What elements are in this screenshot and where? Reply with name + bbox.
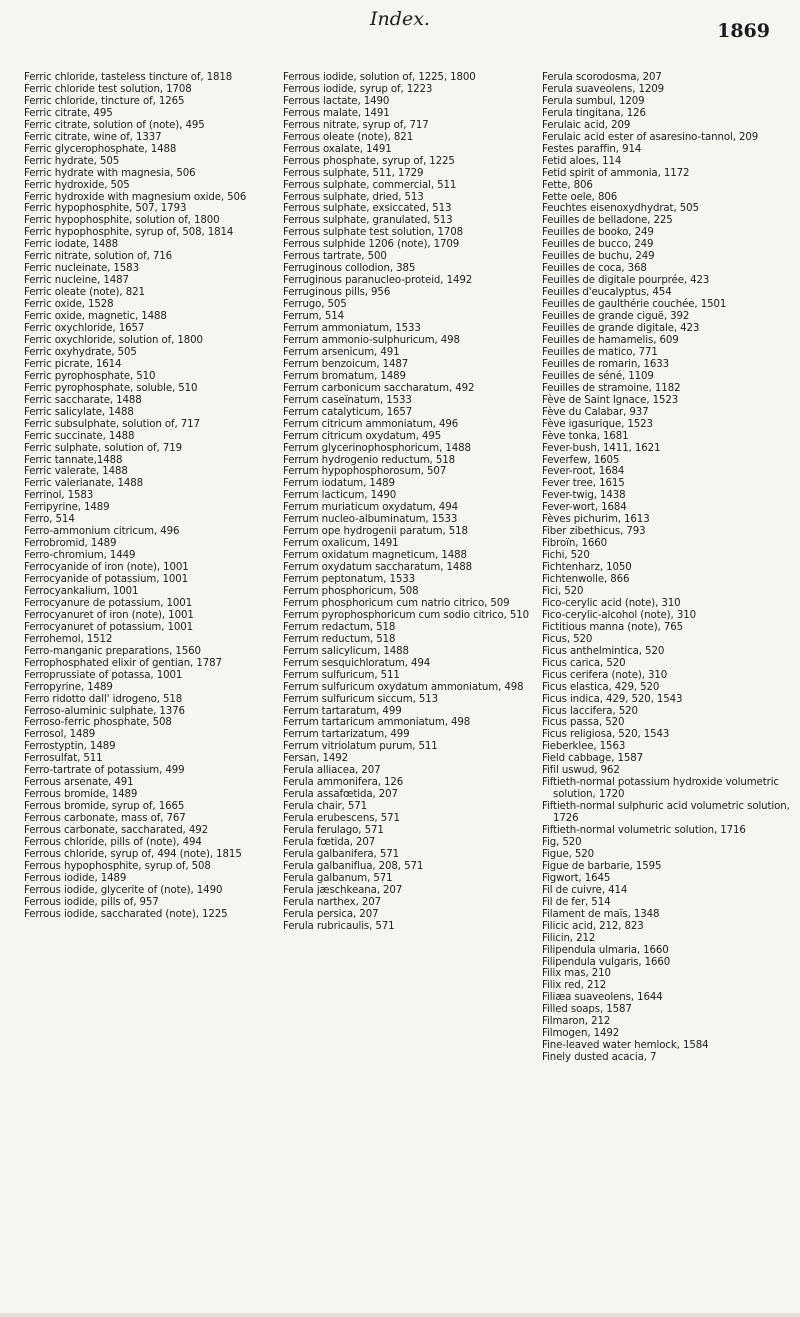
index-entry: Ferric salicylate, 1488 [24, 406, 134, 418]
index-entry: Ferula narthex, 207 [283, 896, 382, 908]
index-entry: Fine-leaved water hemlock, 1584 [542, 1040, 709, 1052]
index-entry: Ferrum hydrogenio reductum, 518 [283, 454, 455, 466]
index-entry: Ferrum carbonicum saccharatum, 492 [283, 382, 475, 394]
index-entry: Ferula persica, 207 [283, 908, 379, 920]
index-entry: Fève igasurique, 1523 [542, 418, 653, 430]
index-entry: Ficus, 520 [542, 633, 593, 645]
index-entry: Ficus passa, 520 [542, 717, 625, 729]
index-entry: Ferrous chloride, syrup of, 494 (note), 1815 [24, 848, 242, 860]
index-entry: Ferula erubescens, 571 [283, 813, 400, 825]
index-entry: Fiftieth-normal potassium hydroxide volumetric solution, 1720 [542, 777, 779, 801]
index-entry: Fever-root, 1684 [542, 466, 625, 478]
index-entry: Ferrous iodide, solution of, 1225, 1800 [283, 72, 476, 83]
index-entry: Ferric sulphate, solution of, 719 [24, 442, 182, 454]
index-entry: Ferrous sulphide 1206 (note), 1709 [283, 239, 460, 251]
index-entry: Fever-wort, 1684 [542, 502, 627, 514]
index-entry: Fici, 520 [542, 585, 584, 597]
index-entry: Ferrum phosphoricum, 508 [283, 585, 419, 597]
index-entry: Ferrocyanide of potassium, 1001 [24, 574, 189, 586]
index-entry: Ferrous phosphate, syrup of, 1225 [283, 155, 455, 167]
index-entry: Ferula ammonifera, 126 [283, 777, 404, 789]
index-entry: Finely dusted acacia, 7 [542, 1052, 657, 1064]
index-entry: Ferula alliacea, 207 [283, 765, 381, 777]
index-column-3 [542, 72, 797, 1064]
index-entry: Ferrous bromide, 1489 [24, 789, 138, 801]
index-entry: Ferro-tartrate of potassium, 499 [24, 765, 185, 777]
index-entry: Ferrous iodide, pills of, 957 [24, 896, 159, 908]
index-entry: Ferric valerianate, 1488 [24, 478, 144, 490]
index-entry: Festes paraffin, 914 [542, 143, 642, 155]
index-entry: Ferro-ammonium citricum, 496 [24, 526, 180, 538]
index-entry: Ferrum oxydatum saccharatum, 1488 [283, 562, 473, 574]
index-entry: Fever tree, 1615 [542, 478, 625, 490]
index-entry: Fever-twig, 1438 [542, 490, 626, 502]
index-entry: Fetid spirit of ammonia, 1172 [542, 167, 690, 179]
index-entry: Ferrous lactate, 1490 [283, 95, 390, 107]
index-entry: Ferrum phosphoricum cum natrio citrico, 509 [283, 597, 510, 609]
index-entry: Ferric hydrate with magnesia, 506 [24, 167, 196, 179]
index-entry: Ferrum pyrophosphoricum cum sodio citrico, 510 [283, 609, 530, 621]
index-entry: Figwort, 1645 [542, 872, 611, 884]
index-entry: Filix red, 212 [542, 980, 607, 992]
index-entry: Ferrum citricum oxydatum, 495 [283, 430, 442, 442]
index-entry: Ferula galbanum, 571 [283, 872, 393, 884]
index-entry: Ferroso-ferric phosphate, 508 [24, 717, 172, 729]
index-entry: Ferrum bromatum, 1489 [283, 370, 406, 382]
index-entry: Ferric chloride, tincture of, 1265 [24, 95, 185, 107]
index-entry: Ferrum citricum ammoniatum, 496 [283, 418, 459, 430]
index-entry: Ferrugo, 505 [283, 299, 347, 311]
index-entry: Ferrum, 514 [283, 311, 344, 323]
index-entry: Ferropyrine, 1489 [24, 681, 113, 693]
index-entry: Ferric nucleinate, 1583 [24, 263, 139, 275]
index-entry: Figue de barbarie, 1595 [542, 860, 662, 872]
index-entry: Ferrous sulphate, granulated, 513 [283, 215, 453, 227]
index-entry: Ferrocyankalium, 1001 [24, 585, 139, 597]
index-entry: Fette, 806 [542, 179, 593, 191]
index-entry: Ferrous sulphate, 511, 1729 [283, 167, 424, 179]
index-entry: Fibroïn, 1660 [542, 538, 608, 550]
index-entry: Ferric pyrophosphate, soluble, 510 [24, 382, 198, 394]
index-entry: Fever-bush, 1411, 1621 [542, 442, 661, 454]
index-entry: Fetid aloes, 114 [542, 155, 622, 167]
index-entry: Ferrous iodide, 1489 [24, 872, 127, 884]
index-entry: Feuilles de coca, 368 [542, 263, 647, 275]
index-entry: Filicic acid, 212, 823 [542, 920, 644, 932]
index-entry: Feuilles de romarin, 1633 [542, 358, 670, 370]
index-entry: Ferroso-aluminic sulphate, 1376 [24, 705, 185, 717]
index-entry: Ferrum tartarizatum, 499 [283, 729, 410, 741]
index-entry: Ferric hydrate, 505 [24, 155, 120, 167]
index-entry: Filmaron, 212 [542, 1016, 611, 1028]
index-entry: Filled soaps, 1587 [542, 1004, 632, 1016]
page-bottom-edge [0, 1313, 800, 1317]
index-entry: Ferrous oxalate, 1491 [283, 143, 392, 155]
index-entry: Ferro-chromium, 1449 [24, 550, 136, 562]
index-entry: Ferrum oxidatum magneticum, 1488 [283, 550, 467, 562]
index-entry: Ferrosol, 1489 [24, 729, 96, 741]
index-entry: Ferrous tartrate, 500 [283, 251, 387, 263]
index-entry: Fig, 520 [542, 837, 582, 848]
index-entry: Fichtenwolle, 866 [542, 574, 630, 586]
index-entry: Fève tonka, 1681 [542, 430, 629, 442]
index-entry: Ferruginous collodion, 385 [283, 263, 416, 275]
index-entry: Ferrous bromide, syrup of, 1665 [24, 801, 185, 813]
index-entry: Fève du Calabar, 937 [542, 406, 649, 418]
index-entry: Feuilles de matico, 771 [542, 346, 658, 358]
index-entry: Feuilles de booko, 249 [542, 227, 654, 239]
index-entry: Fictitious manna (note), 765 [542, 621, 684, 633]
index-entry: Ferric nucleine, 1487 [24, 275, 129, 287]
index-entry: Ferrous carbonate, saccharated, 492 [24, 825, 208, 837]
index-entry: Ferric citrate, solution of (note), 495 [24, 119, 205, 131]
index-entry: Ferula galbanifera, 571 [283, 848, 399, 860]
index-entry: Ferrum tartaratum, 499 [283, 705, 402, 717]
index-entry: Fève de Saint Ignace, 1523 [542, 394, 679, 406]
index-entry: Ferrum salicylicum, 1488 [283, 645, 409, 657]
index-entry: Ferula sumbul, 1209 [542, 95, 645, 107]
index-entry: Ferrous malate, 1491 [283, 107, 390, 119]
index-entry: Ferric oxide, magnetic, 1488 [24, 311, 167, 323]
index-entry: Ferrous iodide, saccharated (note), 1225 [24, 908, 228, 920]
index-entry: Fersan, 1492 [283, 753, 348, 765]
index-entry: Filament de maïs, 1348 [542, 908, 660, 920]
index-entry: Ferro, 514 [24, 514, 75, 526]
index-entry: Ferrum sesquichloratum, 494 [283, 657, 431, 669]
index-entry: Ferrum caseïnatum, 1533 [283, 394, 412, 406]
index-entry: Ferrum muriaticum oxydatum, 494 [283, 502, 458, 514]
index-entry: Feuilles de hamamelis, 609 [542, 334, 679, 346]
index-column-1 [24, 72, 274, 921]
index-entry: Fiftieth-normal volumetric solution, 1716 [542, 825, 746, 837]
index-entry: Ferric pyrophosphate, 510 [24, 370, 156, 382]
index-entry: Feuilles d'eucalyptus, 454 [542, 287, 672, 299]
index-entry: Filipendula ulmaria, 1660 [542, 944, 669, 956]
index-entry: Ferula scorodosma, 207 [542, 72, 662, 83]
index-entry: Feuilles de bucco, 249 [542, 239, 654, 251]
index-entry: Ferrous sulphate test solution, 1708 [283, 227, 463, 239]
index-entry: Ferrocyanuret of potassium, 1001 [24, 621, 194, 633]
index-entry: Filmogen, 1492 [542, 1028, 620, 1040]
index-entry: Feuilles de belladone, 225 [542, 215, 673, 227]
index-entry: Fil de fer, 514 [542, 896, 611, 908]
index-entry: Ficus elastica, 429, 520 [542, 681, 660, 693]
index-entry: Fichtenharz, 1050 [542, 562, 632, 574]
index-entry: Fiftieth-normal sulphuric acid volumetric solution, 1726 [542, 801, 790, 825]
index-entry: Ferrous arsenate, 491 [24, 777, 134, 789]
index-entry: Ferrum tartaricum ammoniatum, 498 [283, 717, 471, 729]
index-entry: Ferric chloride test solution, 1708 [24, 83, 192, 95]
index-entry: Fieberklee, 1563 [542, 741, 626, 753]
page-number: 1869 [717, 20, 770, 42]
index-entry: Ferula rubricaulis, 571 [283, 920, 395, 932]
index-entry: Ferrostyptin, 1489 [24, 741, 116, 753]
index-entry: Feuilles de gaulthérie couchée, 1501 [542, 299, 727, 311]
index-entry: Ferric citrate, 495 [24, 107, 113, 119]
index-entry: Filipendula vulgaris, 1660 [542, 956, 671, 968]
index-entry: Ferula ferulago, 571 [283, 825, 384, 837]
index-entry: Ficus indica, 429, 520, 1543 [542, 693, 683, 705]
index-entry: Ferrocyanuret of iron (note), 1001 [24, 609, 194, 621]
index-entry: Ferric saccharate, 1488 [24, 394, 142, 406]
index-entry: Ferrous hypophosphite, syrup of, 508 [24, 860, 211, 872]
index-entry: Ferrum peptonatum, 1533 [283, 574, 415, 586]
index-entry: Feverfew, 1605 [542, 454, 620, 466]
running-title: Index. [370, 8, 430, 30]
index-entry: Ferrum arsenicum, 491 [283, 346, 400, 358]
index-entry: Ferric succinate, 1488 [24, 430, 135, 442]
index-entry: Ferric oxide, 1528 [24, 299, 114, 311]
index-entry: Ferruginous pills, 956 [283, 287, 391, 299]
index-entry: Ferrous sulphate, dried, 513 [283, 191, 424, 203]
index-entry: Ferrum ammonio-sulphuricum, 498 [283, 334, 460, 346]
index-entry: Filix mas, 210 [542, 968, 611, 980]
index-entry: Ferrum lacticum, 1490 [283, 490, 397, 502]
index-entry: Ferula chair, 571 [283, 801, 368, 813]
index-entry: Figue, 520 [542, 848, 595, 860]
index-entry: Ferrosulfat, 511 [24, 753, 103, 765]
index-entry: Ficus cerifera (note), 310 [542, 669, 668, 681]
index-entry: Fil de cuivre, 414 [542, 884, 628, 896]
index-entry: Ferrum glycerinophosphoricum, 1488 [283, 442, 471, 454]
index-entry: Ferric subsulphate, solution of, 717 [24, 418, 200, 430]
index-entry: Ferrous oleate (note), 821 [283, 131, 414, 143]
index-entry: Ferrum vitriolatum purum, 511 [283, 741, 438, 753]
index-entry: Feuilles de grande ciguë, 392 [542, 311, 690, 323]
index-column-2 [283, 72, 538, 933]
index-entry: Ferrum sulfuricum, 511 [283, 669, 400, 681]
index-entry: Ferula jæschkeana, 207 [283, 884, 403, 896]
index-entry: Ferrous carbonate, mass of, 767 [24, 813, 186, 825]
index-entry: Ferrum reductum, 518 [283, 633, 396, 645]
index-entry: Feuilles de grande digitale, 423 [542, 323, 700, 335]
index-entry: Ferric hypophosphite, syrup of, 508, 1814 [24, 227, 234, 239]
index-entry: Ferula galbaniflua, 208, 571 [283, 860, 424, 872]
index-entry: Ferrum ammoniatum, 1533 [283, 323, 421, 335]
index-entry: Ferrous sulphate, commercial, 511 [283, 179, 457, 191]
index-entry: Ficus laccifera, 520 [542, 705, 638, 717]
index-entry: Ferric hydroxide with magnesium oxide, 506 [24, 191, 247, 203]
index-entry: Ferrum redactum, 518 [283, 621, 396, 633]
index-entry: Feuchtes eisenoxydhydrat, 505 [542, 203, 699, 215]
index-entry: Ferulaic acid, 209 [542, 119, 631, 131]
index-entry: Ferric oxyhydrate, 505 [24, 346, 137, 358]
index-entry: Ferro-manganic preparations, 1560 [24, 645, 201, 657]
index-entry: Ferrous sulphate, exsiccated, 513 [283, 203, 452, 215]
index-entry: Ferripyrine, 1489 [24, 502, 110, 514]
index-entry: Feuilles de digitale pourprée, 423 [542, 275, 710, 287]
index-entry: Fette oele, 806 [542, 191, 618, 203]
index-entry: Ferric hypophosphite, solution of, 1800 [24, 215, 220, 227]
index-entry: Fèves pichurim, 1613 [542, 514, 650, 526]
index-entry: Ferric citrate, wine of, 1337 [24, 131, 162, 143]
index-entry: Ficus religiosa, 520, 1543 [542, 729, 670, 741]
index-entry: Ferrum oxalicum, 1491 [283, 538, 399, 550]
index-entry: Ferrocyanure de potassium, 1001 [24, 597, 193, 609]
index-entry: Ferrum nucleo-albuminatum, 1533 [283, 514, 458, 526]
index-entry: Ferric oxychloride, 1657 [24, 323, 145, 335]
index-entry: Ferruginous paranucleo-proteid, 1492 [283, 275, 473, 287]
index-entry: Ferric tannate,1488 [24, 454, 123, 466]
index-entry: Ficus carica, 520 [542, 657, 626, 669]
index-entry: Ferric hydroxide, 505 [24, 179, 130, 191]
index-entry: Ferrum sulfuricum oxydatum ammoniatum, 498 [283, 681, 524, 693]
index-entry: Ferric oleate (note), 821 [24, 287, 145, 299]
index-entry: Ferric hypophosphite, 507, 1793 [24, 203, 187, 215]
index-entry: Ferrum catalyticum, 1657 [283, 406, 413, 418]
index-entry: Fiber zibethicus, 793 [542, 526, 646, 538]
index-entry: Field cabbage, 1587 [542, 753, 644, 765]
index-entry: Ferrum ope hydrogenii paratum, 518 [283, 526, 468, 538]
page-header [0, 0, 800, 44]
index-entry: Ferrophosphated elixir of gentian, 1787 [24, 657, 222, 669]
index-entry: Ferula fœtida, 207 [283, 837, 376, 848]
index-entry: Feuilles de buchu, 249 [542, 251, 655, 263]
index-entry: Ferroprussiate of potassa, 1001 [24, 669, 183, 681]
index-entry: Ferro ridotto dall' idrogeno, 518 [24, 693, 183, 705]
index-entry: Feuilles de stramoine, 1182 [542, 382, 681, 394]
index-entry: Ferrobromid, 1489 [24, 538, 117, 550]
index-entry: Filicin, 212 [542, 932, 596, 944]
index-entry: Ferric iodate, 1488 [24, 239, 118, 251]
index-entry: Filiæa suaveolens, 1644 [542, 992, 663, 1004]
index-entry: Ferric oxychloride, solution of, 1800 [24, 334, 203, 346]
index-entry: Ferric valerate, 1488 [24, 466, 128, 478]
index-entry: Ferulaic acid ester of asaresino-tannol, 209 [542, 131, 759, 143]
index-entry: Ferrum iodatum, 1489 [283, 478, 395, 490]
index-entry: Ferric glycerophosphate, 1488 [24, 143, 177, 155]
index-entry: Ferula assafœtida, 207 [283, 789, 398, 801]
index-entry: Fico-cerylic acid (note), 310 [542, 597, 681, 609]
index-entry: Ferrinol, 1583 [24, 490, 94, 502]
index-entry: Ferrous nitrate, syrup of, 717 [283, 119, 429, 131]
index-entry: Ferrous iodide, syrup of, 1223 [283, 83, 433, 95]
index-entry: Fifil uswud, 962 [542, 765, 620, 777]
index-entry: Fico-cerylic-alcohol (note), 310 [542, 609, 696, 621]
index-entry: Fichi, 520 [542, 550, 590, 562]
index-entry: Ferric picrate, 1614 [24, 358, 122, 370]
index-entry: Ferrohemol, 1512 [24, 633, 113, 645]
index-entry: Ferrocyanide of iron (note), 1001 [24, 562, 189, 574]
index-entry: Ferric nitrate, solution of, 716 [24, 251, 173, 263]
index-entry: Ferula tingitana, 126 [542, 107, 646, 119]
index-entry: Ferula suaveolens, 1209 [542, 83, 665, 95]
index-entry: Ficus anthelmintica, 520 [542, 645, 665, 657]
index-entry: Ferric chloride, tasteless tincture of, 1818 [24, 72, 233, 83]
index-entry: Ferrous iodide, glycerite of (note), 1490 [24, 884, 223, 896]
index-entry: Ferrum hypophosphorosum, 507 [283, 466, 447, 478]
index-entry: Ferrum sulfuricum siccum, 513 [283, 693, 439, 705]
index-entry: Feuilles de séné, 1109 [542, 370, 654, 382]
index-entry: Ferrum benzoicum, 1487 [283, 358, 409, 370]
index-entry: Ferrous chloride, pills of (note), 494 [24, 837, 202, 848]
